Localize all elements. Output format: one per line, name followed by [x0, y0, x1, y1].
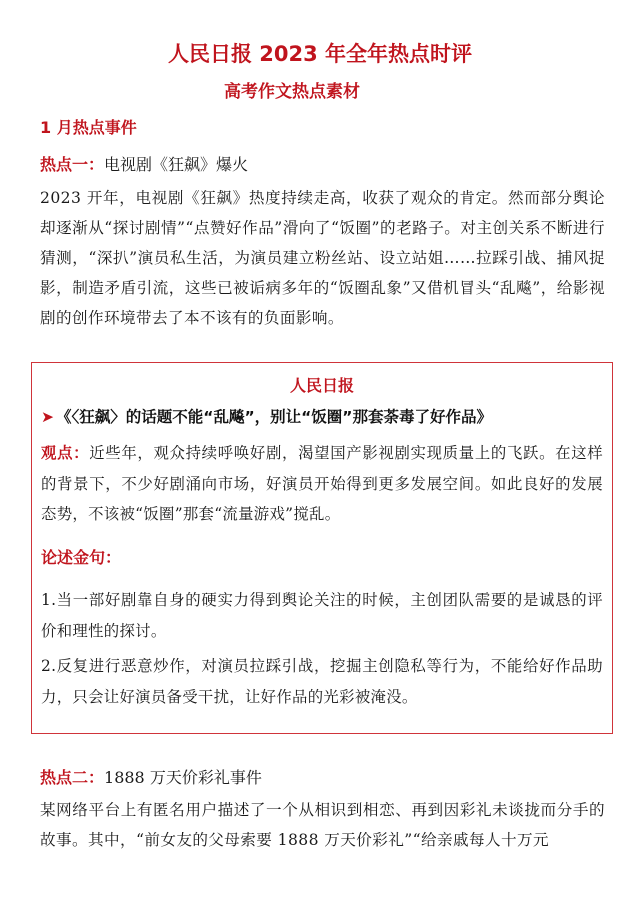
month-heading: 1 月热点事件: [40, 118, 137, 137]
hotspot1-label: 热点一：: [40, 155, 105, 174]
commentary-box: [31, 362, 613, 734]
view-label: 观点：: [41, 444, 90, 462]
commentary-heading-text: 《〈狂飙〉的话题不能“乱飚”，别让“饭圈”那套荼毒了好作品》: [56, 408, 493, 426]
hotspot2-label: 热点二：: [40, 768, 105, 787]
quote-2: 2.反复进行恶意炒作，对演员拉踩引战，挖掘主创隐私等行为，不能给好作品助力，只会让好演员备受干扰，让好作品的光彩被淹没。: [41, 657, 603, 706]
quote-1: 1.当一部好剧靠自身的硬实力得到舆论关注的时候，主创团队需要的是诚恳的评价和理性的探讨。: [41, 591, 603, 640]
hotspot2-heading: [40, 765, 262, 788]
view-text: 近些年，观众持续呼唤好剧，渴望国产影视剧实现质量上的飞跃。在这样的背景下，不少好剧涌向市场，好演员开始得到更多发展空间。如此良好的发展态势，不该被“饭圈”那套“流量游戏”搅乱。: [41, 444, 603, 523]
quotes-label: 论述金句：: [41, 548, 122, 567]
hotspot1-heading: [40, 152, 248, 175]
hotspot2-title: 1888 万天价彩礼事件: [104, 768, 262, 787]
commentary-source: 人民日报: [289, 376, 354, 395]
hotspot1-title: 电视剧《狂飙》爆火: [104, 155, 249, 174]
hotspot1-paragraph: 2023 开年，电视剧《狂飙》热度持续走高，收获了观众的肯定。然而部分舆论却逐渐从“探讨剧情”“点赞好作品”滑向了“饭圈”的老路子。对主创关系不断进行猜测，“深扒”演员私生活，为演员建立粉丝站、设立站姐……拉踩引战、捕风捉影，制造矛盾引流，这些已被诟病多年的“饭圈乱象”又借机冒头“乱飚”，给影视剧的创作环境带去了本不该有的负面影响。: [40, 189, 605, 327]
arrow-icon: ➤: [41, 408, 54, 426]
page-title: 人民日报 2023 年全年热点时评: [167, 42, 473, 66]
commentary-heading: [41, 405, 611, 427]
hotspot2-paragraph: 某网络平台上有匿名用户描述了一个从相识到相恋、再到因彩礼未谈拢而分手的故事。其中，“前女友的父母索要 1888 万天价彩礼”“给亲戚每人十万元: [40, 801, 605, 849]
page-subtitle: 高考作文热点素材: [224, 82, 360, 102]
view-paragraph: [41, 438, 603, 530]
